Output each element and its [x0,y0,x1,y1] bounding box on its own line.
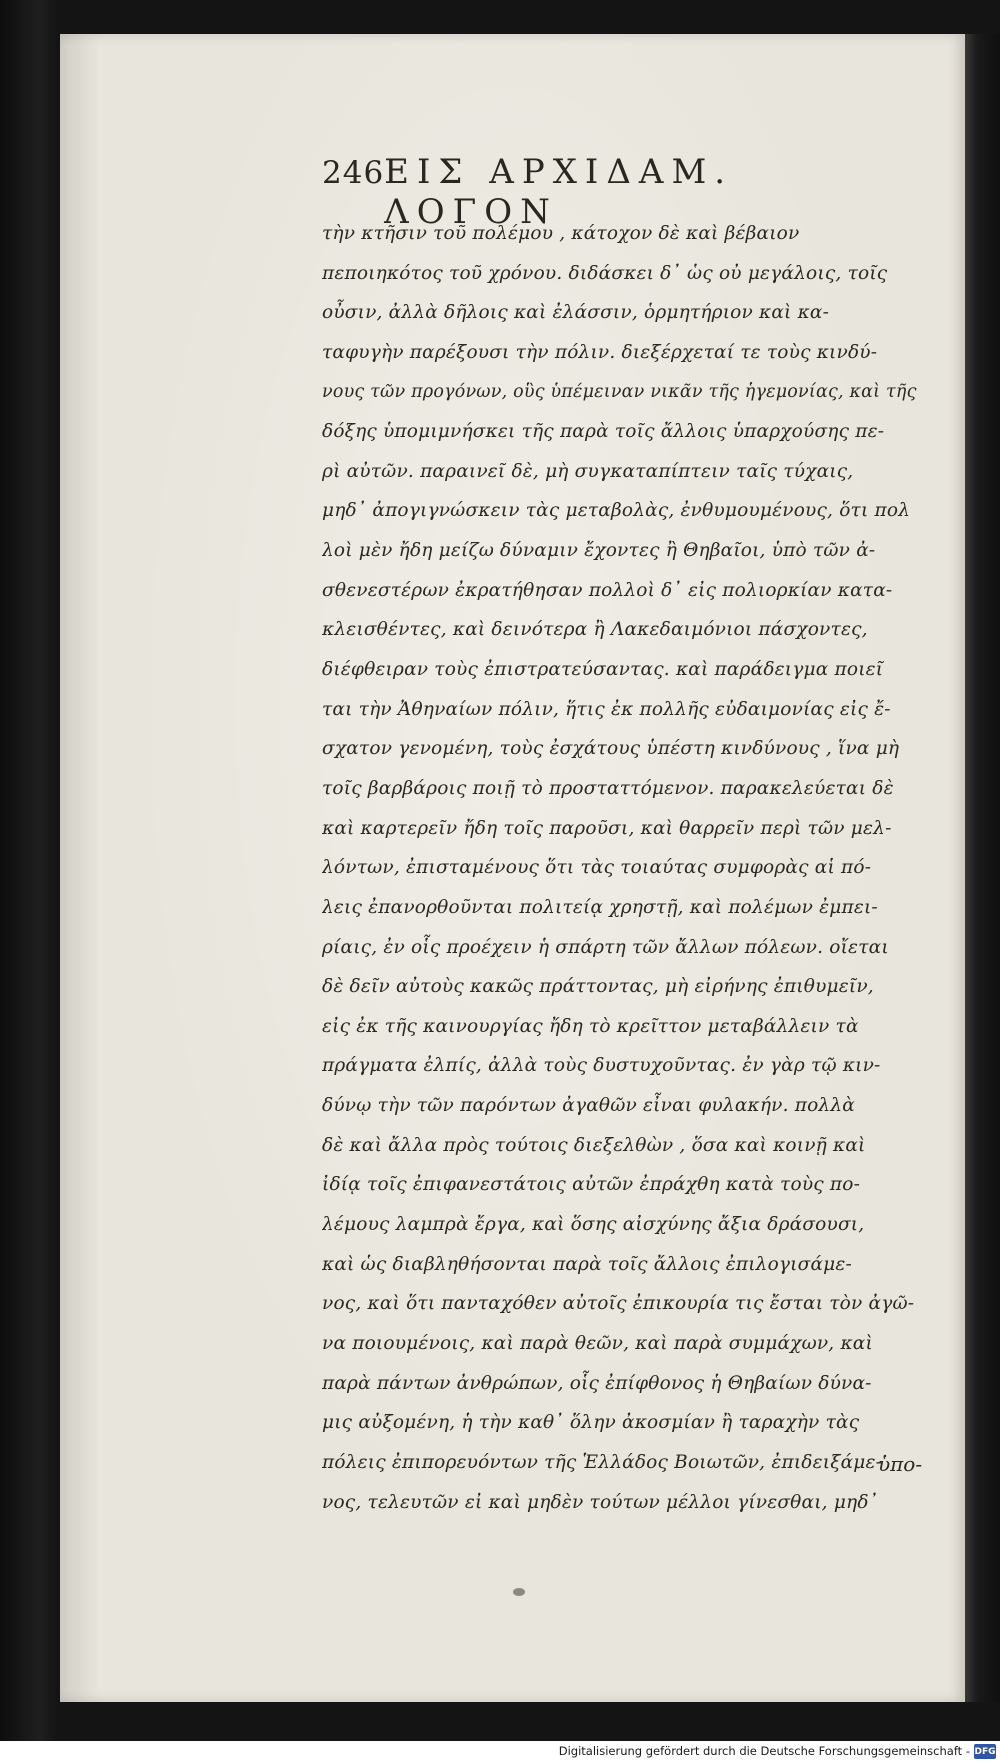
text-line: οὖσιν, ἀλλὰ δῆλοις καὶ ἐλάσσιν, ὁρμητήριον καὶ κα- [322,302,830,324]
page-number: 246 [322,155,385,191]
text-line: σθενεστέρων ἐκρατήθησαν πολλοὶ δ᾽ εἰς πολιορκίαν κατα- [322,579,893,601]
footer-bar [0,1741,1000,1764]
text-line: πεποιηκότος τοῦ χρόνου. διδάσκει δ᾽ ὡς οὐ μεγάλοις, τοῖς [322,262,888,284]
text-line: τὴν κτῆσιν τοῦ πολέμου , κάτοχον δὲ καὶ βέβαιον [322,223,800,244]
book-edge [965,34,1000,1702]
text-line: λέμους λαμπρὰ ἔργα, καὶ ὅσης αἰσχύνης ἄξια δράσουσι, [322,1214,865,1236]
dfg-logo-icon: DFG [974,1744,996,1759]
text-line: να ποιουμένοις, καὶ παρὰ θεῶν, καὶ παρὰ συμμάχων, καὶ [322,1332,873,1354]
text-line: ρίαις, ἐν οἷς προέχειν ἡ σπάρτη τῶν ἄλλων πόλεων. οἴεται [322,936,889,958]
text-line: δόξης ὑπομιμνήσκει τῆς παρὰ τοῖς ἄλλοις ὑπαρχούσης πε- [322,421,885,443]
paper-speck [513,1588,525,1596]
text-line: δὲ δεῖν αὐτοὺς κακῶς πράττοντας, μὴ εἰρήνης ἐπιθυμεῖν, [322,976,874,998]
text-line: δύνῳ τὴν τῶν παρόντων ἀγαθῶν εἶναι φυλακήν. πολλὰ [322,1095,855,1117]
text-line: νους τῶν προγόνων, οὓς ὑπέμειναν νικᾶν τῆς ἡγεμονίας, καὶ τῆς [322,381,917,402]
text-line: καὶ καρτερεῖν ἤδη τοῖς παροῦσι, καὶ θαρρεῖν περὶ τῶν μελ- [322,817,892,839]
text-line: ἰδίᾳ τοῖς ἐπιφανεστάτοις αὐτῶν ἐπράχθη κατὰ τοὺς πο- [322,1174,861,1196]
text-line: δὲ καὶ ἄλλα πρὸς τούτοις διεξελθὼν , ὅσα καὶ κοινῇ καὶ [322,1134,866,1156]
text-line: εἰς ἐκ τῆς καινουργίας ἤδη τὸ κρεῖττον μεταβάλλειν τὰ [322,1015,859,1037]
text-line: τοῖς βαρβάροις ποιῇ τὸ προσταττόμενον. παρακελεύεται δὲ [322,777,894,799]
text-line: ρὶ αὐτῶν. παραινεῖ δὲ, μὴ συγκαταπίπτειν ταῖς τύχαις, [322,460,854,482]
text-line: διέφθειραν τοὺς ἐπιστρατεύσαντας. καὶ παράδειγμα ποιεῖ [322,659,884,681]
text-line: καὶ ὡς διαβληθήσονται παρὰ τοῖς ἄλλοις ἐπιλογισάμε- [322,1253,852,1275]
text-line: μις αὐξομένη, ἡ τὴν καθ᾽ ὅλην ἀκοσμίαν ἢ ταραχὴν τὰς [322,1412,860,1434]
digitization-credit: Digitalisierung gefördert durch die Deutsche Forschungsgemeinschaft - [558,1744,970,1758]
text-line: λοὶ μὲν ἤδη μείζω δύναμιν ἔχοντες ἢ Θηβαῖοι, ὑπὸ τῶν ἀ- [322,540,876,562]
running-head-title: ΕΙΣ ΑΡΧΙΔΑΜ. ΛΟΓΟΝ [384,152,734,232]
text-line: μηδ᾽ ἀπογιγνώσκειν τὰς μεταβολὰς, ἐνθυμουμένους, ὅτι πολ [322,500,911,522]
text-line: ταφυγὴν παρέξουσι τὴν πόλιν. διεξέρχεταί τε τοὺς κινδύ- [322,341,878,363]
text-line: πόλεις ἐπιπορευόντων τῆς Ἑλλάδος Βοιωτῶν, ἐπιδειξάμε- [322,1451,883,1473]
text-line: λόντων, ἐπισταμένους ὅτι τὰς τοιαύτας συμφορὰς αἱ πό- [322,857,872,879]
text-line: σχατον γενομένη, τοὺς ἐσχάτους ὑπέστη κινδύνους , ἵνα μὴ [322,738,900,760]
text-line: ται τὴν Ἀθηναίων πόλιν, ἥτις ἐκ πολλῆς εὐδαιμονίας εἰς ἔ- [322,698,891,720]
text-line: παρὰ πάντων ἀνθρώπων, οἷς ἐπίφθονος ἡ Θηβαίων δύνα- [322,1372,872,1394]
body-text [322,214,926,1522]
catchword: ὑπο- [878,1452,923,1476]
text-line: νος, καὶ ὅτι πανταχόθεν αὐτοῖς ἐπικουρία τις ἔσται τὸν ἀγῶ- [322,1293,915,1315]
text-line: πράγματα ἐλπίς, ἀλλὰ τοὺς δυστυχοῦντας. ἐν γὰρ τῷ κιν- [322,1055,881,1077]
text-line: κλεισθέντες, καὶ δεινότερα ἢ Λακεδαιμόνιοι πάσχοντες, [322,619,868,641]
text-line: λεις ἐπανορθοῦνται πολιτείᾳ χρηστῇ, καὶ πολέμων ἐμπει- [322,896,878,918]
text-line: νος, τελευτῶν εἰ καὶ μηδὲν τούτων μέλλοι γίνεσθαι, μηδ᾽ [322,1491,879,1513]
